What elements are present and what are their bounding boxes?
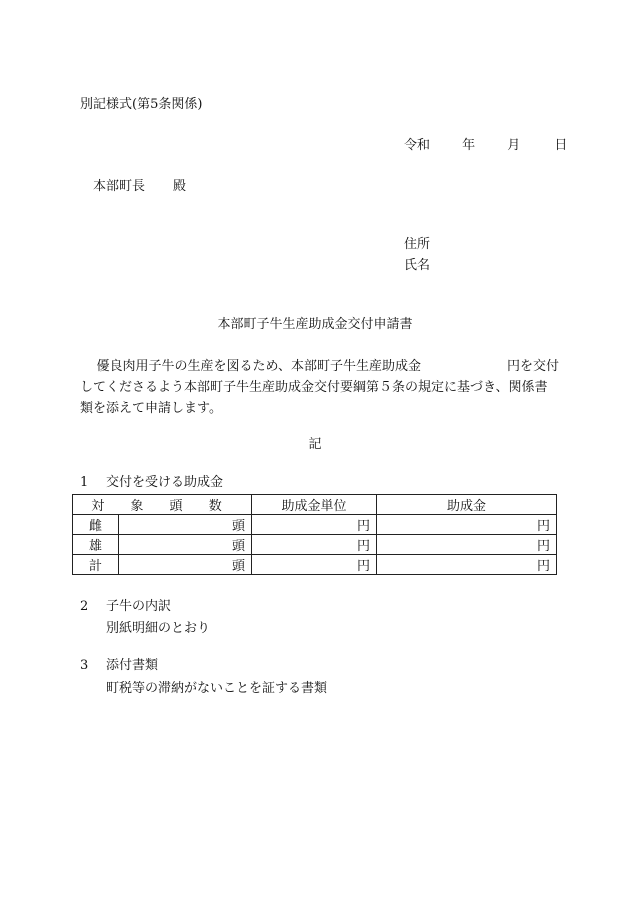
name-label: 氏名 <box>404 258 431 273</box>
body-part2: 交付してくださるよう本部町子牛生産助成金交付要綱第５条の規定に基づき、関係書類を添えて申請します。 <box>80 359 560 416</box>
row-label: 雌 <box>73 515 119 535</box>
ki-heading: 記 <box>308 437 322 452</box>
section-2-heading <box>80 598 171 616</box>
row-label: 雄 <box>73 535 119 555</box>
row-unit: 円 <box>252 515 377 535</box>
row-amount: 円 <box>377 535 557 555</box>
row-heads: 頭 <box>119 555 252 575</box>
body-part1: 優良肉用子牛の生産を図るため、本部町子牛生産助成金 <box>96 359 422 374</box>
header-amount: 助成金 <box>377 495 557 515</box>
row-unit: 円 <box>252 535 377 555</box>
row-heads: 頭 <box>119 535 252 555</box>
section-2-title: 子牛の内訳 <box>106 599 172 614</box>
table-header-row <box>73 495 557 515</box>
row-label: 計 <box>73 555 119 575</box>
header-unit: 助成金単位 <box>252 495 377 515</box>
body-yen: 円を <box>507 359 534 374</box>
section-3-number: 3 <box>80 658 89 673</box>
document-title: 本部町子牛生産助成金交付申請書 <box>217 317 413 332</box>
row-unit: 円 <box>252 555 377 575</box>
table-row <box>73 555 557 575</box>
addressee-name: 本部町長 <box>93 179 146 194</box>
form-label: 別記様式(第5条関係) <box>80 97 203 112</box>
row-amount: 円 <box>377 555 557 575</box>
date-era: 令和 <box>404 138 431 153</box>
date-line <box>404 137 567 155</box>
addressee <box>93 178 186 196</box>
date-month: 月 <box>507 138 521 153</box>
addressee-honorific: 殿 <box>173 179 187 194</box>
section-1-number: 1 <box>80 475 89 490</box>
grant-table <box>72 494 557 575</box>
section-3-detail: 町税等の滞納がないことを証する書類 <box>106 681 328 696</box>
address-label: 住所 <box>404 237 431 252</box>
section-2-detail: 別紙明細のとおり <box>106 621 211 636</box>
table-row <box>73 535 557 555</box>
section-1-title: 交付を受ける助成金 <box>106 475 224 490</box>
section-3-heading <box>80 657 158 675</box>
row-amount: 円 <box>377 515 557 535</box>
header-head-count: 対 象 頭 数 <box>73 495 252 515</box>
date-day: 日 <box>554 138 568 153</box>
body-paragraph <box>80 356 560 419</box>
date-year: 年 <box>462 138 476 153</box>
section-2-number: 2 <box>80 599 89 614</box>
row-heads: 頭 <box>119 515 252 535</box>
section-1-heading <box>80 474 223 492</box>
section-3-title: 添付書類 <box>106 658 159 673</box>
table-row <box>73 515 557 535</box>
